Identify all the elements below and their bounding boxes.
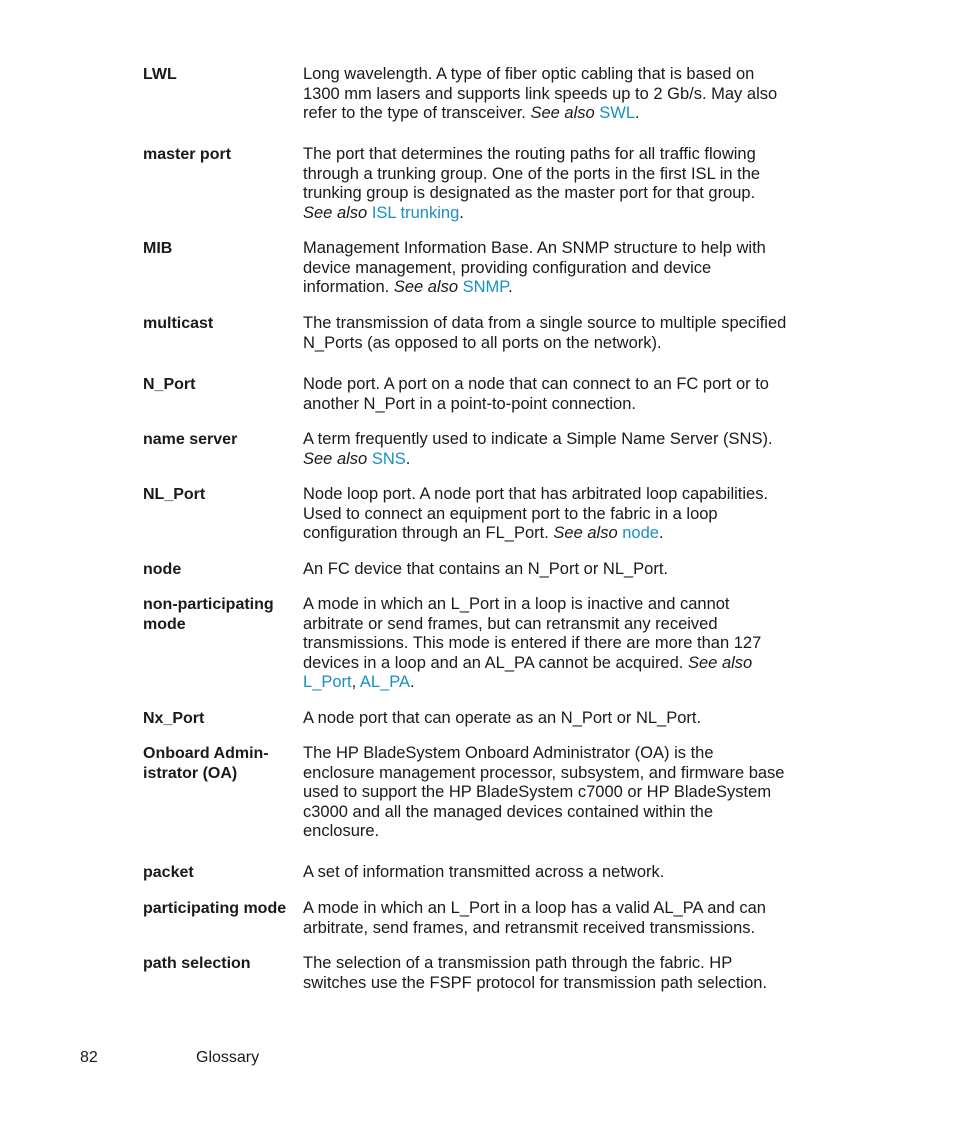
glossary-term: LWL <box>143 66 177 83</box>
cross-reference-link[interactable]: SWL <box>599 104 636 123</box>
page-number: 82 <box>80 1049 98 1066</box>
definition-text: Node loop port. A node port that has arbitrated loop capabilities. Used to connect an equipment port to the fabric in a loop configuration through an FL_Port. <box>303 485 769 543</box>
glossary-term: multicast <box>143 315 214 332</box>
glossary-definition <box>303 899 789 938</box>
see-also-label: See also <box>530 104 595 123</box>
definition-text: Management Information Base. An SNMP structure to help with device management, providing configuration and device information. <box>303 239 766 297</box>
definition-text: A node port that can operate as an N_Port or NL_Port. <box>303 709 702 727</box>
footer-section-title: Glossary <box>196 1049 260 1066</box>
glossary-definition: The port that determines the routing paths for all traffic flowing through a trunking group. One of the ports in the first ISL in the trunking group is designated as the master port for that group. See also ISL trunking. <box>303 145 761 222</box>
glossary-definition: Long wavelength. A type of fiber optic cabling that is based on 1300 mm lasers and supports link speeds up to 2 Gb/s. May also refer to the type of transceiver. See also SWL. <box>303 65 778 123</box>
cross-reference-link[interactable]: L_Port <box>303 673 352 692</box>
glossary-definition: Node loop port. A node port that has arbitrated loop capabilities. Used to connect an equipment port to the fabric in a loop configuration through an FL_Port. See also node. <box>303 485 769 543</box>
glossary-term: packet <box>143 864 194 881</box>
definition-text: The selection of a transmission path through the fabric. HP switches use the FSPF protocol for transmission path selection. <box>303 954 768 992</box>
see-also-label: See also <box>303 449 368 468</box>
definition-text: A term frequently used to indicate a Simple Name Server (SNS). <box>303 430 773 448</box>
definition-text: The port that determines the routing paths for all traffic flowing through a trunking group. One of the ports in the first ISL in the trunking group is designated as the master port for that group. <box>303 145 761 203</box>
see-also-label: See also <box>688 653 753 672</box>
glossary-definition <box>303 560 789 580</box>
glossary-definition <box>303 954 789 993</box>
definition-text: A mode in which an L_Port in a loop has a valid AL_PA and can arbitrate, send frames, and retransmit received transmissions. <box>303 899 766 937</box>
glossary-term: Nx_Port <box>143 710 205 727</box>
glossary-definition: A term frequently used to indicate a Simple Name Server (SNS). See also SNS. <box>303 430 773 468</box>
cross-reference-link[interactable]: node <box>622 524 659 543</box>
glossary-term: N_Port <box>143 376 196 393</box>
definition-text: The HP BladeSystem Onboard Administrator (OA) is the enclosure management processor, subsystem, and firmware base used to support the HP BladeSystem c7000 or HP BladeSystem c3000 and all the managed devices contained within the enclosure. <box>303 744 785 841</box>
see-also-label: See also <box>553 524 618 543</box>
glossary-definition: A mode in which an L_Port in a loop is inactive and cannot arbitrate or send frames, but can retransmit any received transmissions. This mode is entered if there are more than 127 devices in a loop and an AL_PA cannot be acquired. See also L_Port, AL_PA. <box>303 595 762 692</box>
glossary-definition <box>303 375 789 414</box>
glossary-term: MIB <box>143 240 173 257</box>
glossary-definition <box>303 744 789 842</box>
definition-text: The transmission of data from a single source to multiple specified N_Ports (as opposed to all ports on the network). <box>303 314 787 352</box>
glossary-term: path selection <box>143 955 251 972</box>
definition-text: Node port. A port on a node that can connect to an FC port or to another N_Port in a point-to-point connection. <box>303 375 769 413</box>
see-also-label: See also <box>303 203 368 222</box>
glossary-term: node <box>143 561 182 578</box>
cross-reference-link[interactable]: ISL trunking <box>371 203 460 222</box>
see-also-label: See also <box>393 278 459 297</box>
cross-reference-link[interactable]: SNMP <box>462 278 509 297</box>
glossary-definition <box>303 314 789 353</box>
definition-text: A mode in which an L_Port in a loop is inactive and cannot arbitrate or send frames, but can retransmit any received transmissions. This mode is entered if there are more than 127 devices in a loop and an AL_PA cannot be acquired. <box>303 595 762 672</box>
cross-reference-link[interactable]: AL_PA <box>359 673 411 692</box>
glossary-definition <box>303 709 789 729</box>
definition-text: An FC device that contains an N_Port or NL_Port. <box>303 560 669 578</box>
glossary-term: non-participating mode <box>143 596 274 633</box>
glossary-term: participating mode <box>143 900 287 917</box>
definition-text: A set of information transmitted across a network. <box>303 863 665 881</box>
definition-text: Long wavelength. A type of fiber optic cabling that is based on 1300 mm lasers and supports link speeds up to 2 Gb/s. May also refer to the type of transceiver. <box>303 65 778 123</box>
cross-reference-link[interactable]: SNS <box>371 449 406 468</box>
glossary-term: Onboard Admin- istrator (OA) <box>143 745 269 782</box>
glossary-term: NL_Port <box>143 486 206 503</box>
glossary-term: master port <box>143 146 232 163</box>
glossary-term: name server <box>143 431 238 448</box>
glossary-definition <box>303 863 789 883</box>
glossary-definition: Management Information Base. An SNMP structure to help with device management, providing configuration and device information. See also SNMP. <box>303 239 766 297</box>
